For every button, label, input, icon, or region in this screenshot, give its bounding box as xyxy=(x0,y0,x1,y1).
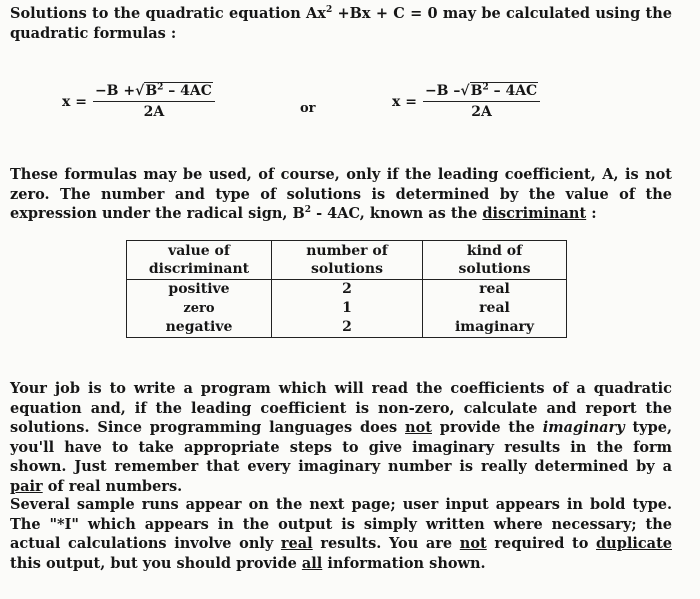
discriminant-paragraph: These formulas may be used, of course, only if the leading coefficient, A, is not zero. The number and type of solutions is determined by the value of the expression under the radical sign, $B^2 - 4AC$, known as the discriminant : xyxy=(10,166,672,222)
table-header: kind of solutions xyxy=(423,241,567,280)
formula-x-label: x = xyxy=(62,93,87,110)
table-header: number of solutions xyxy=(272,241,423,280)
table-header: value of discriminant xyxy=(127,241,272,280)
radicand: $B^2 - 4AC$ xyxy=(145,82,212,99)
quadratic-formula-minus xyxy=(392,83,540,120)
radicand: $B^2 - 4AC$ xyxy=(470,82,538,99)
formula-denominator: 2A xyxy=(471,104,492,120)
discriminant-table xyxy=(126,240,567,338)
table-cell-value: positive zero negative xyxy=(127,280,272,338)
intro-paragraph: Solutions to the quadratic equation $Ax^2 +Bx + C = 0$ may be calculated using the quadratic formulas : xyxy=(10,5,672,42)
formula-fraction xyxy=(93,83,215,120)
radical-sign: √ xyxy=(460,83,470,99)
assignment-paragraph: Your job is to write a program which will read the coefficients of a quadratic equation and, if the leading coefficient is non-zero, calculate and report the solutions. Since programming languages does not provide the imaginary type, you'll have to take appropriate steps to give imaginary results in the form shown. Just remember that every imaginary number is really determined by a pair of real numbers. xyxy=(10,380,673,495)
quadratic-formula-plus xyxy=(62,83,215,120)
table-header-row xyxy=(127,241,567,280)
formula-numerator: −B $-√B^2 - 4AC$ xyxy=(423,83,540,102)
formula-fraction xyxy=(423,83,540,120)
table-cell-count: 2 1 2 xyxy=(272,280,423,338)
radical-sign: √ xyxy=(135,83,145,99)
formula-numerator: $-B +√B^2 - 4AC$ xyxy=(93,83,215,102)
table-cell-kind: real real imaginary xyxy=(423,280,567,338)
sample-runs-paragraph: Several sample runs appear on the next page; user input appears in bold type. The "*I" which appears in the output is simply written where necessary; the actual calculations involve only real results. You are not required to duplicate this output, but you should provide all information shown. xyxy=(10,496,673,572)
or-label: or xyxy=(300,101,316,116)
table-row xyxy=(127,280,567,338)
formula-denominator: 2A xyxy=(143,104,165,120)
formula-x-label: x = xyxy=(392,93,417,110)
discriminant-term: discriminant xyxy=(482,205,587,222)
